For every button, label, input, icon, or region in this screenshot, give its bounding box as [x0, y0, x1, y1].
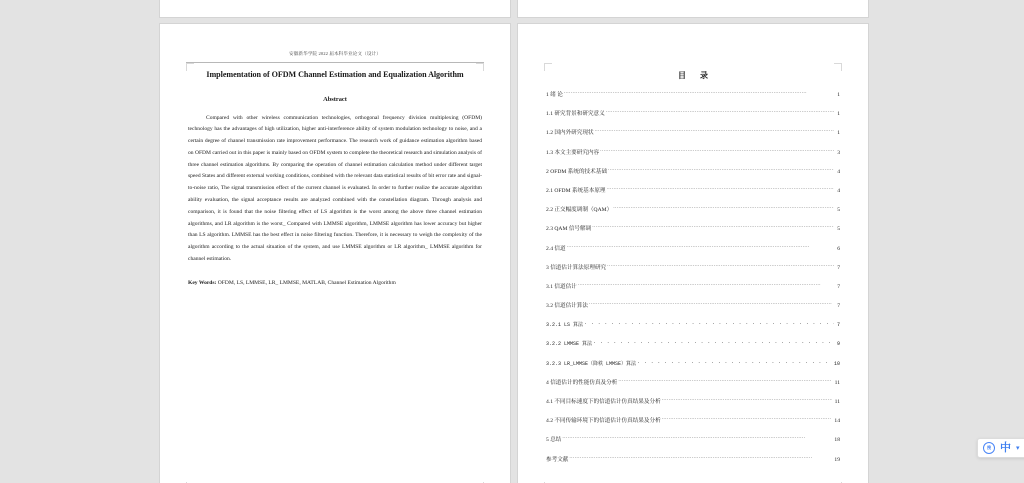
toc-entry-page-number: 4 [837, 187, 840, 194]
toc-entry-label: 3.2.1 LS 算法 [546, 322, 584, 329]
toc-entry-label: 4.2 不同传输环境下的信道估计仿真结果及分析 [546, 418, 661, 425]
toc-entry-label: 2.1 OFDM 系统基本原理 [546, 187, 606, 194]
abstract-page-content [188, 68, 482, 290]
toc-leader-dots [662, 396, 832, 403]
toc-leader-dots [569, 454, 831, 461]
toc-entry-page-number: 6 [837, 245, 840, 252]
sogou-logo-icon[interactable]: 搜 [983, 442, 995, 454]
toc-entry-label: 3.2.2 LMMSE 算法 [546, 341, 593, 348]
toc-leader-dots [589, 300, 834, 307]
toc-entry-page-number: 5 [837, 207, 840, 214]
toc-entry[interactable] [546, 281, 840, 292]
keywords-value: OFDM, LS, LMMSE, LR_ LMMSE, MATLAB, Channel Estimation Algorithm [217, 279, 396, 286]
toc-entry[interactable] [546, 377, 840, 388]
toc-leader-dots [607, 185, 835, 192]
toc-entry-label: 1.2 国内外研究现状 [546, 130, 594, 137]
toc-entry[interactable] [546, 434, 840, 445]
toc-entry-label: 2.2 正交幅度调制（QAM） [546, 207, 613, 214]
ime-floating-toolbar[interactable] [977, 438, 1024, 458]
toc-entry-page-number: 19 [834, 456, 840, 463]
toc-leader-dots [637, 358, 831, 365]
document-title: Implementation of OFDM Channel Estimation and Equalization Algorithm [206, 70, 464, 79]
toc-entry-page-number: 10 [833, 360, 840, 367]
toc-entry[interactable] [546, 185, 840, 196]
abstract-body-text: Compared with other wireless communication technologies, orthogonal frequency division multiplexing (OFDM) technology has the advantages of high utilization, higher anti-interference ability of system modulation technology to noise, and a certain degree of channel transmission rate improvement performance. The research work of guidance estimation algorithm based on OFDM carried out in this paper is mainly based on OFDM system to complete the theoretical research and simulation analysis of three channel estimation algorithms. By comparing the operation of channel estimation calculation method under different target speed States and different external working conditions, combined with the relevant data statistical results of bit error rate and signal-to-noise ratio, The signal transmission effect of the current channel is evaluated. In order to further realize the accurate algorithm ability evaluation, the signal acceptance results are analyzed combined with the constellation diagram. Through analysis and comparison, it is found that the noise filtering effect of LS algorithm is the worst among the above three channel estimation algorithms, and LR algorithm is the worst_ Compared with LMMSE algorithm, LMMSE algorithm has lower accuracy but higher than LS algorithm. LMMSE has the best effect in noise filtering function. Therefore, it is necessary to weigh the complexity of the algorithm according to the actual situation of the system, and use LMMSE algorithm or LR algorithm_ LMMSE algorithm for channel estimation. [188, 114, 482, 263]
keywords-line [188, 278, 482, 290]
toc-entry[interactable] [546, 89, 840, 100]
toc-entry-page-number: 7 [836, 322, 840, 329]
ime-mode-toggle[interactable]: 中 [1000, 441, 1011, 454]
toc-title: 目 录 [678, 71, 714, 80]
toc-entry-page-number: 11 [834, 399, 840, 405]
toc-leader-dots [592, 223, 834, 230]
toc-entry-page-number: 14 [834, 418, 840, 425]
toc-entry-label: 3 信道估计算法原理研究 [546, 264, 607, 271]
toc-leader-dots [600, 147, 834, 154]
toc-leader-dots [567, 243, 835, 250]
toc-entry[interactable] [546, 127, 840, 138]
toc-entry-label: 4 信道估计的性能仿真及分析 [546, 379, 618, 386]
toc-entry[interactable] [546, 262, 840, 273]
toc-list [546, 89, 840, 465]
toc-entry-page-number: 7 [837, 283, 840, 290]
toc-leader-dots [578, 281, 834, 288]
toc-entry-label: 参考文献 [546, 456, 569, 463]
toc-leader-dots [618, 377, 831, 384]
toc-entry-page-number: 4 [837, 168, 840, 175]
toc-leader-dots [593, 338, 834, 345]
toc-entry-label: 4.1 不同目标速度下的信道估计仿真结果及分析 [546, 399, 661, 405]
toc-entry-label: 2.4 信道 [546, 245, 566, 252]
toc-entry[interactable] [546, 415, 840, 426]
toc-entry-page-number: 11 [834, 379, 840, 386]
toc-entry[interactable] [546, 396, 840, 407]
toc-entry[interactable] [546, 166, 840, 177]
toc-leader-dots [608, 166, 834, 173]
toc-entry-page-number: 1 [837, 130, 840, 137]
toc-entry-label: 1.1 研究背景和研究意义 [546, 111, 605, 118]
toc-entry-label: 3.1 信道估计 [546, 283, 577, 290]
toc-entry-page-number: 18 [834, 437, 840, 444]
toc-page-content [546, 64, 840, 473]
toc-entry-page-number: 9 [836, 341, 840, 348]
toc-entry-label: 1 绪 论 [546, 92, 563, 98]
toc-entry-page-number: 7 [837, 303, 840, 310]
abstract-heading: Abstract [323, 95, 347, 103]
toc-entry[interactable] [546, 204, 840, 215]
toc-leader-dots [607, 262, 834, 269]
toc-entry[interactable] [546, 243, 840, 254]
chevron-down-icon[interactable]: ▾ [1016, 444, 1020, 452]
toc-entry[interactable] [546, 300, 840, 311]
toc-leader-dots [662, 415, 832, 422]
toc-entry-label: 1.3 本文主要研究内容 [546, 149, 600, 156]
header-rule-divider [186, 62, 484, 63]
page-sheet-abstract[interactable] [160, 24, 510, 483]
toc-entry[interactable] [546, 338, 840, 349]
page-sheet-previous-right [518, 0, 868, 17]
toc-leader-dots [613, 204, 834, 211]
running-header: 安徽新华学院 2022 届本科毕业论文（设计） [289, 51, 381, 56]
page-sheet-previous-left [160, 0, 510, 17]
keywords-label: Key Words: [188, 279, 217, 286]
toc-entry-label: 2.3 QAM 信号解调 [546, 226, 592, 233]
toc-leader-dots [606, 108, 834, 115]
toc-leader-dots [595, 127, 835, 134]
toc-entry-label: 3.2 信道估计算法 [546, 303, 588, 310]
toc-entry-page-number: 3 [837, 149, 840, 156]
page-sheet-table-of-contents[interactable] [518, 24, 868, 483]
toc-entry[interactable] [546, 358, 840, 369]
toc-entry-label: 2 OFDM 系统的技术基础 [546, 168, 607, 175]
toc-entry-page-number: 5 [837, 226, 840, 233]
toc-entry[interactable] [546, 319, 840, 330]
toc-entry-label: 5 总结 [546, 437, 562, 444]
toc-entry-label: 3.2.3 LR_LMMSE（降秩 LMMSE）算法 [546, 360, 637, 367]
toc-leader-dots [564, 89, 834, 96]
toc-entry[interactable] [546, 223, 840, 234]
toc-leader-dots [584, 319, 834, 326]
toc-entry[interactable] [546, 108, 840, 119]
toc-entry[interactable] [546, 147, 840, 158]
toc-entry-page-number: 1 [837, 111, 840, 118]
toc-leader-dots [562, 434, 831, 441]
toc-entry-page-number: 7 [837, 264, 840, 271]
toc-entry[interactable] [546, 454, 840, 465]
toc-entry-page-number: 1 [837, 92, 840, 98]
